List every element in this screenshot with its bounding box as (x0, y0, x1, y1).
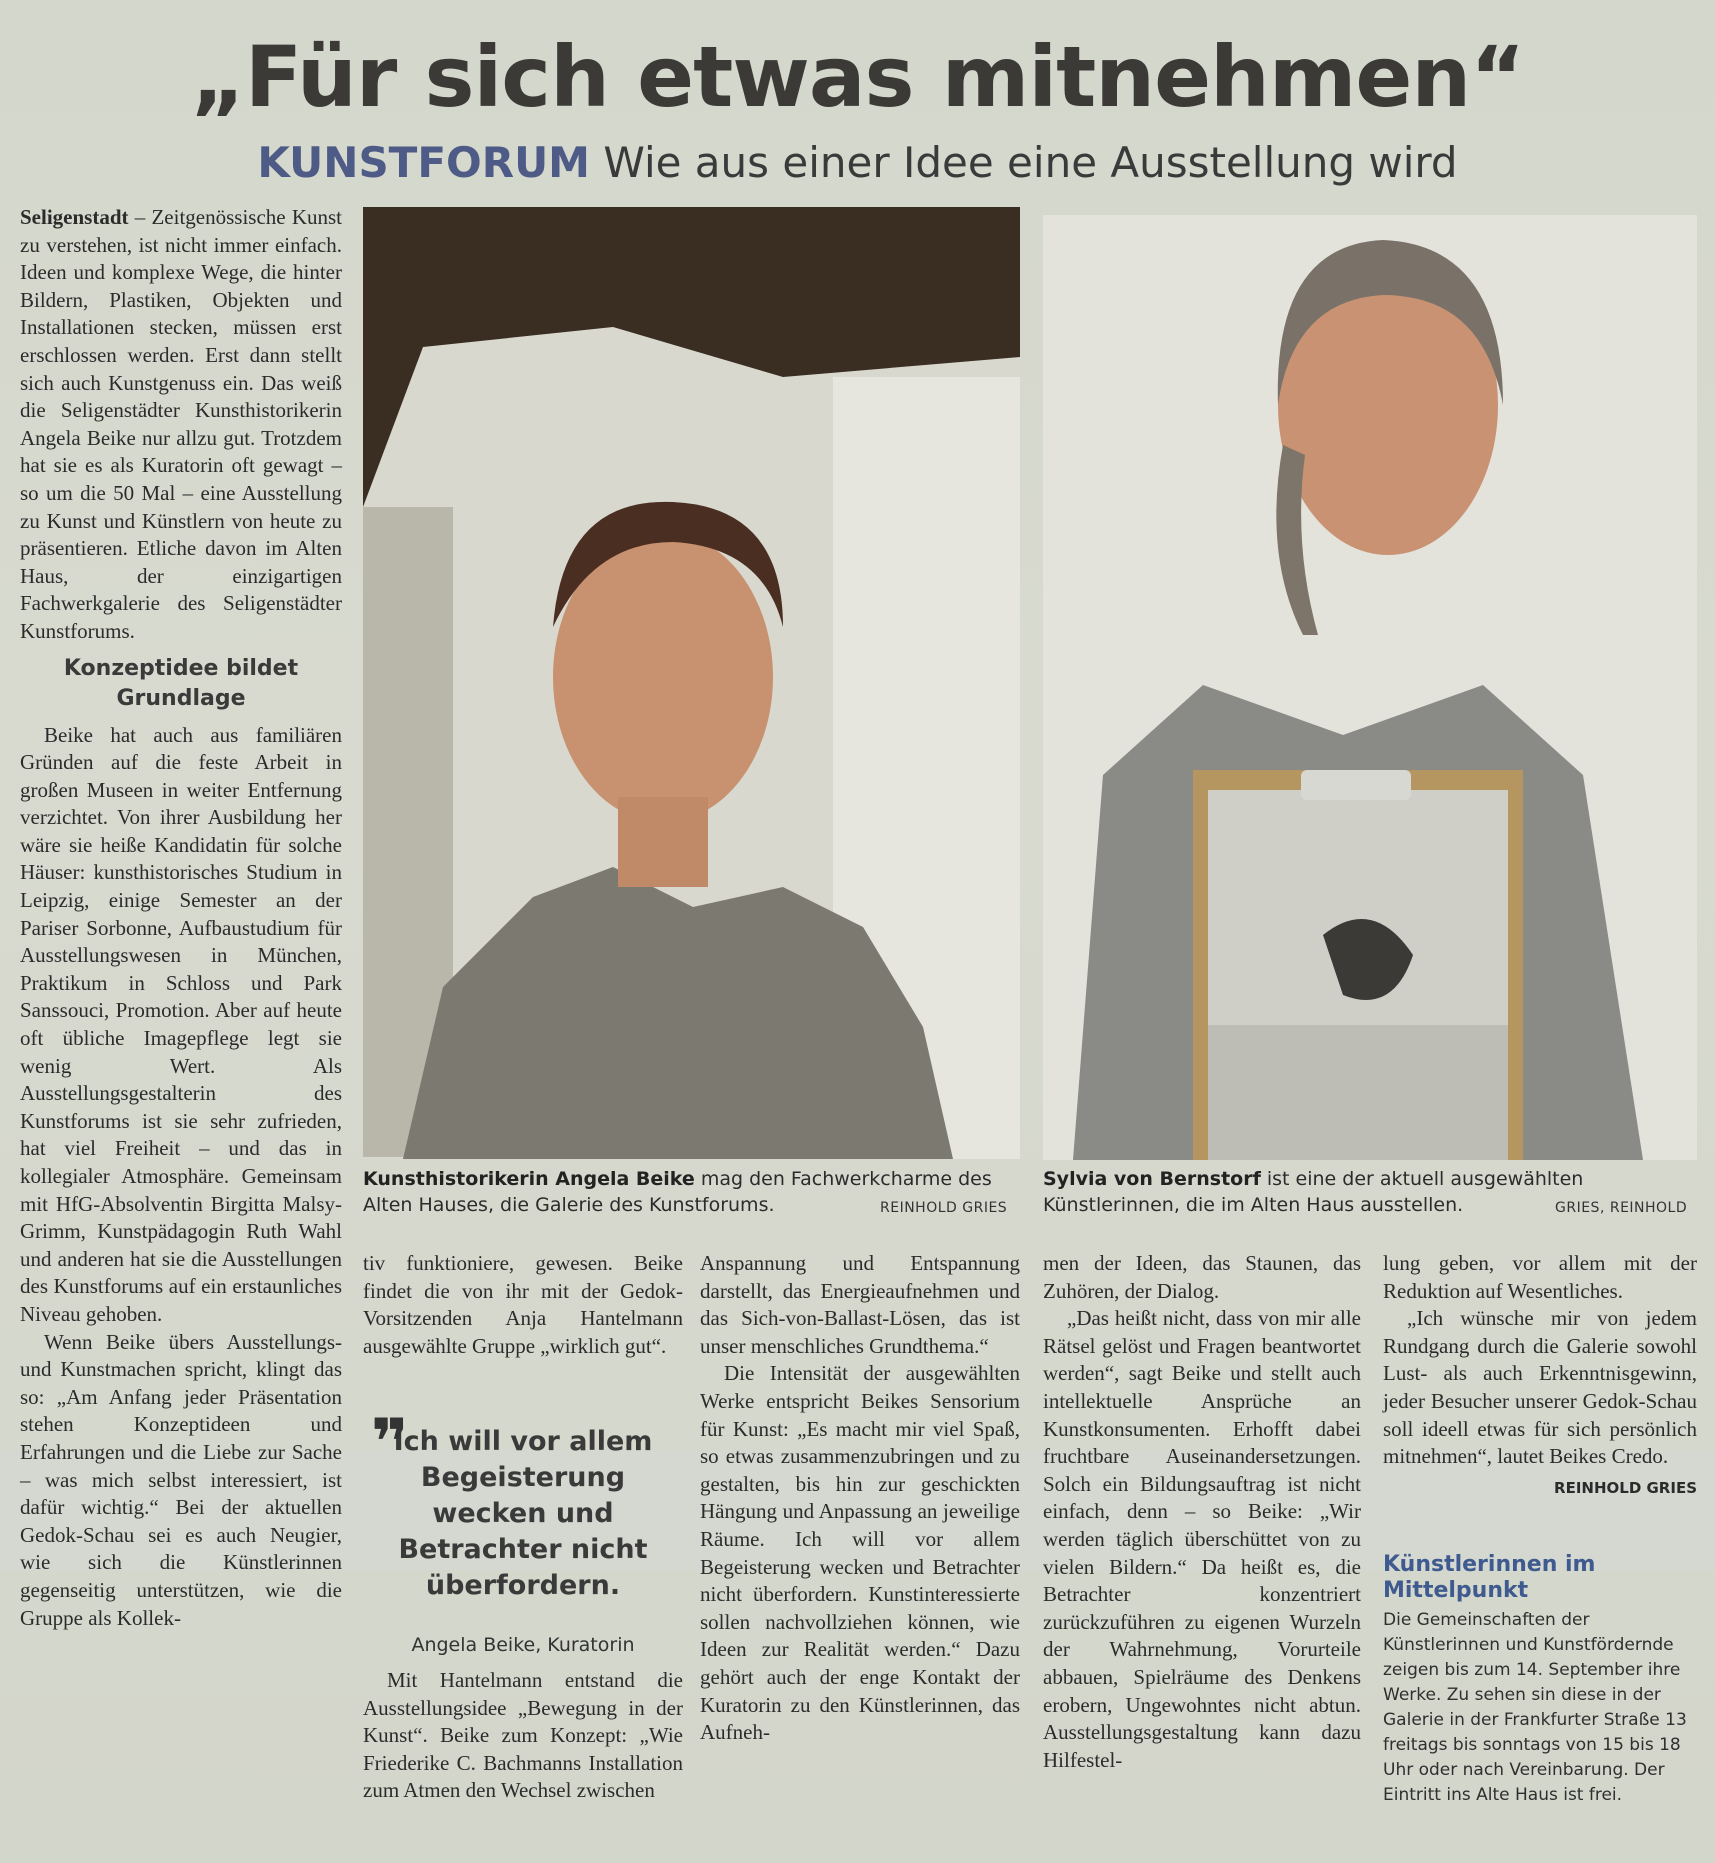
photo-angela-beike (363, 207, 1020, 1159)
paragraph: men der Ideen, das Staunen, das Zuhören, der Dialog. (1043, 1251, 1361, 1303)
article-column-2 (363, 1250, 683, 1360)
article-column-2-continued (363, 1667, 683, 1805)
kicker-text: Wie aus einer Idee eine Ausstellung wird (603, 138, 1458, 187)
paragraph: Beike hat auch aus familiären Gründen auf die feste Arbeit in großen Museen in weiter Entfernung verzichtet. Von ihrer Ausbildung her wäre sie heiße Kandidatin für solche Häuser: kunsthistorisches Studium in Leipzig, einige Semester an der Pariser Sorbonne, Aufbaustudium für Ausstellungswesen in München, Praktikum in Schloss und Park Sanssouci, Promotion. Aber auf heute oft übliche Imagepflege legt sie wenig Wert. Als Ausstellungsgestalterin des Kunstforums ist sie sehr zufrieden, hat viel Freiheit – und das in kollegialer Atmosphäre. Gemeinsam mit HfG-Absolventin Birgitta Malsy-Grimm, Kunstpädagogin Ruth Wahl und anderen hat sie die Ausstellungen des Kunstforums auf ein erstaunliches Niveau gehoben. (20, 722, 342, 1326)
pull-quote (363, 1406, 683, 1656)
photo-sylvia-von-bernstorf (1043, 215, 1697, 1160)
caption-name: Kunsthistorikerin Angela Beike (363, 1168, 695, 1190)
caption-text: ist eine der aktuell ausgewählten Künstlerinnen, die im Alten Haus ausstellen. (1043, 1168, 1584, 1216)
kicker-keyword: KUNSTFORUM (257, 138, 590, 187)
quote-mark-icon: ❞ (371, 1406, 409, 1480)
paragraph: Die Intensität der ausgewählten Werke entspricht Beikes Sensorium für Kunst: „Es macht mir viel Spaß, so etwas zusammenzubringen und zu gestalten, bis hin zur geschickten Hängung und Anpassung an jeweilige Räume. Ich will vor allem Begeisterung wecken und Betrachter nicht überfordern. Kunstinteressierte sollen nachvollziehen können, wie Ideen zur Realität werden.“ Dazu gehört auch der enge Kontakt der Kuratorin zu den Künstlerinnen, das Aufneh- (700, 1361, 1020, 1745)
article-column-4 (1043, 1250, 1361, 1774)
article-column-3 (700, 1250, 1020, 1747)
info-box-text: Die Gemeinschaften der Künstlerinnen und Kunstfördernde zeigen bis zum 14. September ihre Werke. Zu sehen sin diese in der Galerie in der Frankfurter Straße 13 freitags bis sonntags von 15 bis 18 Uhr oder nach Vereinbarung. Der Eintritt ins Alte Haus ist frei. (1383, 1610, 1687, 1805)
paragraph: Anspannung und Entspannung darstellt, das Energieaufnehmen und das Sich-von-Ballast-Lösen, das ist unser menschliches Grundthema.“ (700, 1251, 1020, 1358)
portrait-illustration (1043, 215, 1697, 1160)
info-box-title: Künstlerinnen im Mittelpunkt (1383, 1552, 1596, 1603)
caption-name: Sylvia von Bernstorf (1043, 1168, 1261, 1190)
quote-author: Angela Beike, Kuratorin (411, 1634, 635, 1656)
paragraph: „Ich wünsche mir von jedem Rundgang durch die Galerie sowohl Lust- als auch Erkenntnisgewinn, jeder Besucher unserer Gedok-Schau soll ideell etwas für sich persönlich mitnehmen“, lautet Beikes Credo. (1383, 1306, 1697, 1469)
photo-credit-1: REINHOLD GRIES (880, 1200, 1008, 1216)
paragraph: „Das heißt nicht, dass von mir alle Rätsel gelöst und Fragen beantwortet werden“, sagt Beike und stellt auch intellektuelle Ansprüche an Kunstkonsumenten. Erhofft dabei fruchtbare Auseinandersetzungen. Solch ein Bildungsauftrag ist nicht einfach, denn – so Beike: „Wir werden täglich überschüttet von zu vielen Bildern.“ Da heißt es, die Betrachter konzentriert zurückzuführen zu eigenen Wurzeln der Wahrnehmung, Vorurteile abbauen, Spielräume des Denkens erobern, Ungewohntes nicht abtun. Ausstellungsgestaltung kann dazu Hilfestel- (1043, 1306, 1361, 1772)
paragraph: lung geben, vor allem mit der Reduktion auf Wesentliches. (1383, 1251, 1697, 1303)
article-column-5 (1383, 1250, 1697, 1502)
caption-text: mag den Fachwerkcharme des Alten Hauses, die Galerie des Kunstforums. (363, 1168, 992, 1216)
byline: REINHOLD GRIES (1554, 1478, 1697, 1497)
paragraph: Mit Hantelmann entstand die Ausstellungsidee „Bewegung in der Kunst“. Beike zum Konzept: „Wie Friederike C. Bachmanns Installation zum Atmen den Wechsel zwischen (363, 1668, 683, 1803)
info-box (1383, 1552, 1697, 1808)
photo-credit-2: GRIES, REINHOLD (1555, 1200, 1688, 1216)
subheading: Konzeptidee bildet Grundlage (63, 655, 299, 711)
paragraph: tiv funktioniere, gewesen. Beike findet die von ihr mit der Gedok-Vorsitzenden Anja Hantelmann ausgewählte Gruppe „wirklich gut“. (363, 1251, 683, 1358)
paragraph-intro: – Zeitgenössische Kunst zu verstehen, ist nicht immer einfach. Ideen und komplexe Wege, die hinter Bildern, Plastiken, Objekten und Installationen stecken, müssen erst erschlossen werden. Erst dann stellt sich auch Kunstgenuss ein. Das weiß die Seligenstädter Kunsthistorikerin Angela Beike nur allzu gut. Trotzdem hat sie es als Kuratorin oft gewagt – so um die 50 Mal – eine Ausstellung zu Kunst und Künstlern von heute zu präsentieren. Etliche davon im Alten Haus, der einzigartigen Fachwerkgalerie des Seligenstädter Kunstforums. (20, 205, 342, 643)
portrait-illustration (363, 207, 1020, 1159)
dateline: Seligenstadt (20, 205, 129, 229)
headline: „Für sich etwas mitnehmen“ (190, 28, 1525, 126)
article-column-1 (20, 204, 342, 1632)
paragraph: Wenn Beike übers Ausstellungs- und Kunstmachen spricht, klingt das so: „Am Anfang jeder Präsentation stehen Konzeptideen und Erfahrungen und die Liebe zur Sache – was mich selbst interessiert, ist dafür wichtig.“ Bei der aktuellen Gedok-Schau sei es auch Neugier, wie sich die Künstlerinnen gegenseitig unterstützen, wie die Gruppe als Kollek- (20, 1329, 342, 1630)
quote-text: Ich will vor allem Begeisterung wecken und Betrachter nicht überfordern. (393, 1426, 653, 1601)
kicker-line (0, 138, 1715, 187)
